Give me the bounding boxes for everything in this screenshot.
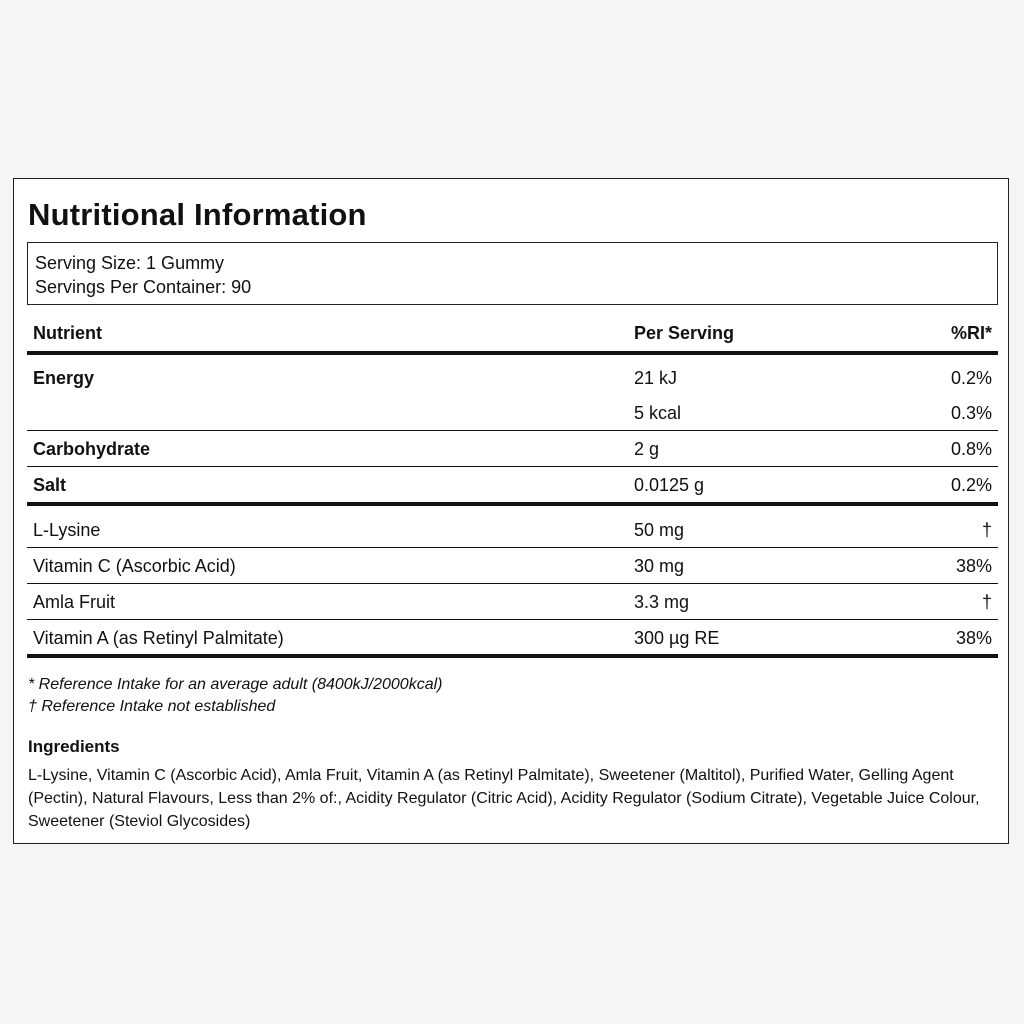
nutrient-name: L-Lysine (33, 520, 101, 540)
per-serving-value: 50 mg (634, 520, 685, 540)
ri-value: 0.8% (950, 439, 992, 459)
ri-value: 38% (955, 556, 992, 576)
label-title: Nutritional Information (28, 197, 367, 232)
header-nutrient: Nutrient (33, 323, 102, 343)
nutrient-name: Salt (33, 475, 67, 495)
footnote-dagger: † Reference Intake not established (28, 698, 276, 715)
serving-size: Serving Size: 1 Gummy (35, 253, 225, 273)
divider (27, 430, 998, 431)
ingredients-title: Ingredients (28, 737, 120, 756)
nutrient-name: Vitamin A (as Retinyl Palmitate) (33, 628, 284, 648)
divider-thick (27, 351, 998, 355)
divider (27, 547, 998, 548)
ri-value: † (981, 520, 992, 540)
serving-info-box (27, 242, 998, 305)
ri-value: 0.3% (950, 403, 992, 423)
per-serving-value: 300 µg RE (634, 628, 720, 648)
nutrition-label (13, 178, 1009, 844)
divider-thick (27, 502, 998, 506)
ingredients-text: L-Lysine, Vitamin C (Ascorbic Acid), Amla Fruit, Vitamin A (as Retinyl Palmitate), Sweetener (Maltitol), Purified Water, Gelling Agent (Pectin), Natural Flavours, Less than 2% of:, Acidity Regulator (Citric Acid), Acidity Regulator (Sodium Citrate), Vegetable Juice Colour, Sweetener (Steviol Glycosides) (28, 767, 980, 830)
nutrient-name: Amla Fruit (33, 592, 116, 612)
header-ri: %RI* (950, 323, 992, 343)
nutrient-name: Carbohydrate (33, 439, 151, 459)
per-serving-value: 2 g (634, 439, 660, 459)
per-serving-value: 30 mg (634, 556, 685, 576)
divider-thick (27, 654, 998, 658)
nutrient-name: Vitamin C (Ascorbic Acid) (33, 556, 236, 576)
nutrient-name: Energy (33, 368, 95, 388)
divider (27, 619, 998, 620)
per-serving-value: 0.0125 g (634, 475, 705, 495)
ri-value: † (981, 592, 992, 612)
header-per-serving: Per Serving (634, 323, 735, 343)
divider (27, 583, 998, 584)
ri-value: 0.2% (950, 475, 992, 495)
footnote-ri: * Reference Intake for an average adult (8400kJ/2000kcal) (28, 676, 443, 693)
ri-value: 38% (955, 628, 992, 648)
per-serving-value: 21 kJ (634, 368, 678, 388)
divider (27, 466, 998, 467)
per-serving-value: 5 kcal (634, 403, 682, 423)
servings-per-container: Servings Per Container: 90 (35, 277, 252, 297)
ri-value: 0.2% (950, 368, 992, 388)
per-serving-value: 3.3 mg (634, 592, 690, 612)
